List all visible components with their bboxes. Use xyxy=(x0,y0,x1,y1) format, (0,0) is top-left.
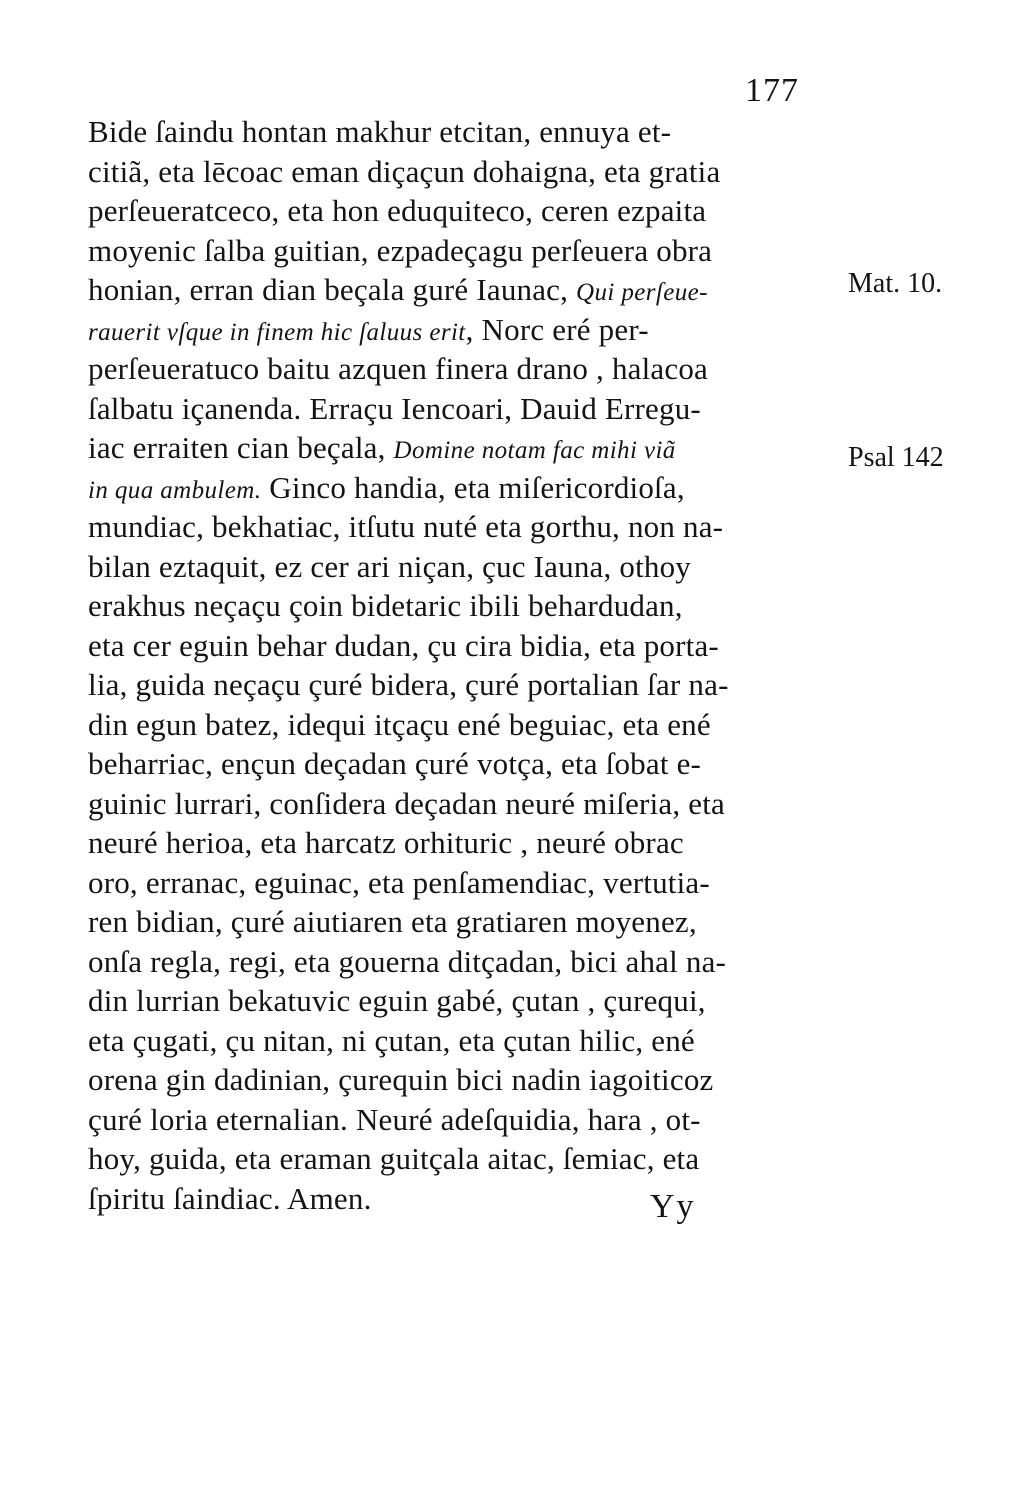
text-segment: iac erraiten cian beçala, xyxy=(88,430,394,465)
text-line xyxy=(88,626,848,666)
text-segment: bilan eztaquit, ez cer ari niçan, çuc Iauna, othoy xyxy=(88,548,692,584)
margin-note-psalm: Psal 142 xyxy=(848,442,944,473)
text-segment: perſeueratceco, eta hon eduquiteco, ceren ezpaita xyxy=(88,193,707,228)
text-line xyxy=(88,705,848,745)
text-segment: lia, guida neçaçu çuré bidera, çuré portalian ſar na- xyxy=(88,667,729,702)
text-line xyxy=(88,507,848,547)
text-line xyxy=(88,112,848,152)
text-segment: honian, erran dian beçala guré Iaunac, xyxy=(88,272,577,307)
text-segment: Ginco handia, eta miſericordioſa, xyxy=(261,469,685,505)
text-line xyxy=(88,152,848,192)
text-segment: neuré herioa, eta harcatz orhituric , neuré obrac xyxy=(88,825,684,860)
text-segment: orena gin dadinian, çurequin bici nadin iagoiticoz xyxy=(88,1062,714,1097)
text-line xyxy=(88,547,848,587)
text-segment: eta cer eguin behar dudan, çu cira bidia, eta porta- xyxy=(88,627,719,663)
latin-quotation: Domine notam fac mihi viã xyxy=(393,437,676,464)
margin-note-matthew: Mat. 10. xyxy=(848,268,943,299)
text-line xyxy=(88,428,848,468)
text-segment: ren bidian, çuré aiutiaren eta gratiaren moyenez, xyxy=(88,904,697,939)
text-line xyxy=(88,231,848,271)
catchword: Yy xyxy=(650,1188,696,1225)
text-line xyxy=(88,191,848,231)
text-segment: oro, erranac, eguinac, eta penſamendiac, vertutia- xyxy=(88,864,710,900)
body-text xyxy=(88,112,848,1218)
text-line xyxy=(88,586,848,626)
text-line xyxy=(88,902,848,942)
text-segment: perſeueratuco baitu azquen finera drano , halacoa xyxy=(88,351,708,386)
text-segment: , Norc eré per- xyxy=(465,311,649,347)
text-segment: erakhus neçaçu çoin bidetaric ibili behardudan, xyxy=(88,588,683,623)
text-segment: hoy, guida, eta eraman guitçala aitac, ſemiac, eta xyxy=(88,1141,700,1176)
text-line xyxy=(88,349,848,389)
text-segment: Bide ſaindu hontan makhur etcitan, ennuya et- xyxy=(88,114,672,149)
page-number: 177 xyxy=(745,72,799,109)
text-segment: moyenic ſalba guitian, ezpadeçagu perſeuera obra xyxy=(88,232,713,268)
text-segment: beharriac, ençun deçadan çuré votça, eta ſobat e- xyxy=(88,746,702,781)
text-line xyxy=(88,942,848,982)
text-segment: din lurrian bekatuvic eguin gabé, çutan , çurequi, xyxy=(88,983,706,1018)
text-segment: din egun batez, idequi itçaçu ené beguiac, eta ené xyxy=(88,706,711,742)
latin-quotation: rauerit vſque in finem hic ſaluus erit xyxy=(88,318,466,346)
text-segment: citiã, eta lēcoac eman diçaçun dohaigna, eta gratia xyxy=(88,153,721,189)
text-line xyxy=(88,1100,848,1140)
text-segment: guinic lurrari, conſidera deçadan neuré miſeria, eta xyxy=(88,785,725,821)
text-line xyxy=(88,270,848,310)
text-segment: onſa regla, regi, eta gouerna ditçadan, bici ahal na- xyxy=(88,943,727,979)
text-line xyxy=(88,823,848,863)
latin-quotation: in qua ambulem. xyxy=(88,476,262,504)
text-line xyxy=(88,665,848,705)
text-line xyxy=(88,1060,848,1100)
text-segment: mundiac, bekhatiac, itſutu nuté eta gorthu, non na- xyxy=(88,509,724,544)
text-line xyxy=(88,389,848,429)
text-line xyxy=(88,863,848,903)
text-line xyxy=(88,310,848,350)
text-segment: ſpiritu ſaindiac. Amen. xyxy=(88,1180,372,1216)
text-line xyxy=(88,1139,848,1179)
text-segment: çuré loria eternalian. Neuré adeſquidia, hara , ot- xyxy=(88,1101,701,1137)
text-line xyxy=(88,1179,848,1219)
text-segment: eta çugati, çu nitan, ni çutan, eta çutan hilic, ené xyxy=(88,1022,695,1058)
text-line xyxy=(88,744,848,784)
latin-quotation: Qui perſeue- xyxy=(576,279,708,306)
text-line xyxy=(88,468,848,508)
text-line xyxy=(88,784,848,824)
text-line xyxy=(88,1021,848,1061)
text-segment: ſalbatu içanenda. Erraçu Iencoari, Dauid Erregu- xyxy=(88,390,701,426)
text-line xyxy=(88,981,848,1021)
